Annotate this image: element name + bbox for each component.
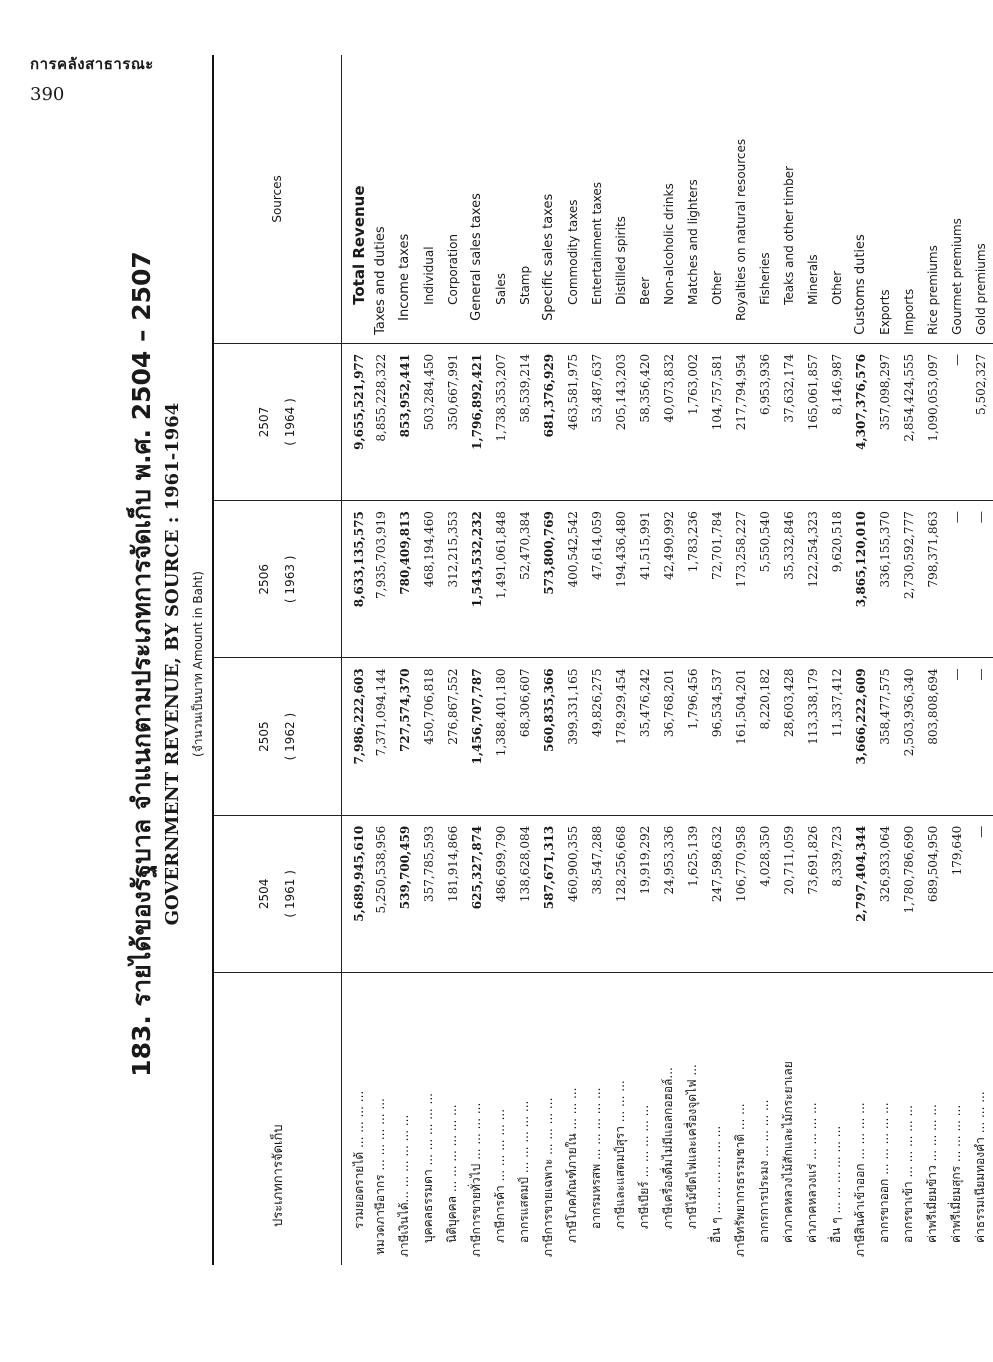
row-label-english: Corporation: [441, 55, 465, 343]
table-row: [489, 55, 513, 1265]
row-label-english: Stamp: [513, 55, 537, 343]
row-label-thai: อากรขาเข้า ... ... ... ... ...: [901, 1105, 915, 1243]
row-label-english: Specific sales taxes: [537, 55, 561, 343]
cell-1964: 165,061,857: [801, 343, 825, 500]
cell-1964: 2,854,424,555: [897, 343, 921, 500]
row-label-thai: ภาษีสินค้าเข้าออก ... ... ... ...: [853, 1102, 867, 1257]
table-row: [585, 55, 609, 1265]
cell-1964: 104,757,581: [705, 343, 729, 500]
cell-1962: 399,331,165: [561, 658, 585, 815]
cell-1961: 73,691,826: [801, 815, 825, 972]
cell-1962: 276,867,552: [441, 658, 465, 815]
cell-1961: 2,797,404,344: [849, 815, 873, 972]
row-label-thai: อากรมหรสพ ... ... ... ... ...: [589, 1087, 603, 1229]
cell-1962: 49,826,275: [585, 658, 609, 815]
column-header-year-2: [213, 658, 341, 815]
cell-1962: 7,986,222,603: [341, 658, 369, 815]
table-row: [513, 55, 537, 1265]
cell-1962: 803,808,694: [921, 658, 945, 815]
row-label-english: Customs duties: [849, 55, 873, 343]
cell-1961: 128,256,668: [609, 815, 633, 972]
row-label-thai: ภาษีและแสตมป์สุรา ... ... ...: [613, 1080, 627, 1229]
cell-1961: 1,780,786,690: [897, 815, 921, 972]
row-label-thai: ค่าพรีเมี่ยมสุกร ... ... ... ...: [949, 1104, 963, 1243]
cell-1962: 727,574,370: [393, 658, 417, 815]
row-label-english: Fisheries: [753, 55, 777, 343]
table-unit-note: (จำนวนเป็นบาท Amount in Baht): [191, 571, 205, 757]
cell-1963: —: [969, 501, 993, 658]
row-label-thai: ภาษีเครื่องดื่มไม่มีแอลกอฮอล์...: [661, 1067, 675, 1229]
cell-1964: 503,284,450: [417, 343, 441, 500]
row-label-thai: ภาษีเบียร์ ... ... ... ... ...: [637, 1104, 651, 1229]
row-label-thai: ภาษีทรัพยากรธรรมชาติ ... ...: [733, 1103, 747, 1257]
table-row: [849, 55, 873, 1265]
table-row: [609, 55, 633, 1265]
cell-1961: —: [969, 815, 993, 972]
table-row: [729, 55, 753, 1265]
row-label-thai: ค่าธรรมเนียมทองคำ ... ... ...: [973, 1091, 987, 1243]
cell-1964: 350,667,991: [441, 343, 465, 500]
table-row: [417, 55, 441, 1265]
table-header-row: [213, 55, 341, 1265]
row-label-thai: ค่าพรีเมี่ยมข้าว ... ... ... ...: [925, 1104, 939, 1243]
table-title-english: GOVERNMENT REVENUE, BY SOURCE : 1961-1964: [162, 402, 183, 926]
row-label-english: Teaks and other timber: [777, 55, 801, 343]
year-ad: ( 1961 ): [283, 870, 298, 918]
column-header-english: Sources: [213, 55, 341, 343]
cell-1964: 357,098,297: [873, 343, 897, 500]
row-label-english: General sales taxes: [465, 55, 489, 343]
cell-1962: 1,388,401,180: [489, 658, 513, 815]
row-label-thai: อื่น ๆ ... ... ... ... ... ...: [709, 1125, 723, 1243]
cell-1963: 194,436,480: [609, 501, 633, 658]
revenue-table: [212, 55, 993, 1265]
table-row: [633, 55, 657, 1265]
cell-1962: 3,666,222,609: [849, 658, 873, 815]
cell-1962: 450,706,818: [417, 658, 441, 815]
cell-1963: 9,620,518: [825, 501, 849, 658]
cell-1962: 358,477,575: [873, 658, 897, 815]
cell-1964: 1,796,892,421: [465, 343, 489, 500]
table-row: [777, 55, 801, 1265]
row-label-thai: รวมยอดรายได้ ... ... ... ...: [351, 1090, 366, 1229]
cell-1963: —: [945, 501, 969, 658]
cell-1964: 37,632,174: [777, 343, 801, 500]
row-label-english: Other: [825, 55, 849, 343]
cell-1961: 4,028,350: [753, 815, 777, 972]
row-label-english: Income taxes: [393, 55, 417, 343]
rotated-table-page: [90, 33, 988, 1295]
table-row: [801, 55, 825, 1265]
row-label-thai: อื่น ๆ ... ... ... ... ... ...: [829, 1125, 843, 1243]
row-label-english: Royalties on natural resources: [729, 55, 753, 343]
cell-1961: 689,504,950: [921, 815, 945, 972]
row-label-english: Other: [705, 55, 729, 343]
cell-1961: 138,628,084: [513, 815, 537, 972]
cell-1963: 1,491,061,848: [489, 501, 513, 658]
year-ad: ( 1962 ): [283, 712, 298, 761]
cell-1963: 72,701,784: [705, 501, 729, 658]
column-header-year-4: [213, 343, 341, 500]
cell-1964: 58,539,214: [513, 343, 537, 500]
table-row: [369, 55, 393, 1265]
row-label-english: Individual: [417, 55, 441, 343]
cell-1962: 113,338,179: [801, 658, 825, 815]
cell-1962: —: [945, 658, 969, 815]
cell-1961: 486,699,790: [489, 815, 513, 972]
cell-1961: 24,953,336: [657, 815, 681, 972]
cell-1964: 463,581,975: [561, 343, 585, 500]
cell-1963: 3,865,120,010: [849, 501, 873, 658]
cell-1962: 36,768,201: [657, 658, 681, 815]
table-row: [897, 55, 921, 1265]
cell-1962: 1,796,456: [681, 658, 705, 815]
cell-1963: 468,194,460: [417, 501, 441, 658]
row-label-thai: นิติบุคคล ... ... ... ... ... ...: [445, 1104, 459, 1243]
cell-1961: 5,250,538,956: [369, 815, 393, 972]
cell-1964: 205,143,203: [609, 343, 633, 500]
column-header-year-3: [213, 501, 341, 658]
table-row: [945, 55, 969, 1265]
row-label-thai: ภาษีโภคภัณฑ์ภายใน ... ... ...: [565, 1087, 579, 1243]
cell-1962: 11,337,412: [825, 658, 849, 815]
cell-1963: 1,783,236: [681, 501, 705, 658]
row-label-english: Rice premiums: [921, 55, 945, 343]
cell-1963: 400,542,542: [561, 501, 585, 658]
row-label-thai: อากรการประมง ... ... ... ...: [757, 1099, 771, 1243]
row-label-thai: อากรแสตมป์ ... ... ... ... ...: [517, 1100, 531, 1243]
cell-1961: 247,598,632: [705, 815, 729, 972]
table-row: [681, 55, 705, 1265]
year-be: 2507: [257, 406, 272, 438]
cell-1962: 2,503,936,340: [897, 658, 921, 815]
cell-1963: 312,215,353: [441, 501, 465, 658]
cell-1964: 853,952,441: [393, 343, 417, 500]
cell-1961: 587,671,313: [537, 815, 561, 972]
cell-1963: 780,409,813: [393, 501, 417, 658]
table-row: [705, 55, 729, 1265]
cell-1961: 1,625,139: [681, 815, 705, 972]
cell-1961: 326,933,064: [873, 815, 897, 972]
cell-1964: 5,502,327: [969, 343, 993, 500]
row-label-thai: หมวดภาษีอากร ... ... ... ... ...: [373, 1098, 387, 1255]
cell-1964: 8,855,228,322: [369, 343, 393, 500]
row-label-thai: อากรขาออก ... ... ... ... ...: [877, 1102, 891, 1243]
cell-1963: 336,155,370: [873, 501, 897, 658]
cell-1962: 8,220,182: [753, 658, 777, 815]
cell-1961: 19,919,292: [633, 815, 657, 972]
cell-1962: 7,371,094,144: [369, 658, 393, 815]
row-label-english: Imports: [897, 55, 921, 343]
row-label-english: Sales: [489, 55, 513, 343]
column-header-thai: ประเภทการจัดเก็บ: [213, 973, 341, 1266]
row-label-english: Non-alcoholic drinks: [657, 55, 681, 343]
table-row: [341, 55, 369, 1265]
cell-1961: 8,339,723: [825, 815, 849, 972]
cell-1961: 106,770,958: [729, 815, 753, 972]
cell-1964: 6,953,936: [753, 343, 777, 500]
cell-1962: 178,929,454: [609, 658, 633, 815]
year-be: 2504: [257, 878, 272, 910]
cell-1964: 217,794,954: [729, 343, 753, 500]
row-label-thai: ค่าภาคหลวงแร่ ... ... ... ...: [805, 1102, 819, 1243]
cell-1963: 2,730,592,777: [897, 501, 921, 658]
cell-1963: 35,332,846: [777, 501, 801, 658]
table-row: [969, 55, 993, 1265]
table-row: [441, 55, 465, 1265]
cell-1961: 5,689,945,610: [341, 815, 369, 972]
table-row: [825, 55, 849, 1265]
row-label-english: Matches and lighters: [681, 55, 705, 343]
row-label-english: Taxes and duties: [369, 55, 393, 343]
cell-1961: 357,785,593: [417, 815, 441, 972]
cell-1961: 625,327,874: [465, 815, 489, 972]
table-row: [753, 55, 777, 1265]
cell-1963: 173,258,227: [729, 501, 753, 658]
cell-1964: 4,307,376,576: [849, 343, 873, 500]
cell-1963: 1,543,532,232: [465, 501, 489, 658]
cell-1963: 122,254,323: [801, 501, 825, 658]
cell-1964: 1,738,353,207: [489, 343, 513, 500]
table-row: [537, 55, 561, 1265]
cell-1962: 1,456,707,787: [465, 658, 489, 815]
row-label-english: Entertainment taxes: [585, 55, 609, 343]
row-label-thai: ภาษีการค้า ... ... ... ... ...: [493, 1108, 507, 1243]
row-label-thai: ภาษีการขายเฉพาะ ... ... ... ...: [541, 1097, 555, 1257]
cell-1964: 8,146,987: [825, 343, 849, 500]
row-label-english: Gold premiums: [969, 55, 993, 343]
year-be: 2506: [257, 564, 272, 595]
page-section-header: การคลังสาธารณะ: [30, 55, 154, 73]
cell-1962: 96,534,537: [705, 658, 729, 815]
cell-1963: 8,633,135,575: [341, 501, 369, 658]
cell-1963: 7,935,703,919: [369, 501, 393, 658]
cell-1964: 40,073,832: [657, 343, 681, 500]
row-label-english: Beer: [633, 55, 657, 343]
cell-1963: 573,800,769: [537, 501, 561, 658]
cell-1962: 35,476,242: [633, 658, 657, 815]
cell-1964: 53,487,637: [585, 343, 609, 500]
year-ad: ( 1964 ): [283, 398, 298, 446]
cell-1963: 52,470,384: [513, 501, 537, 658]
cell-1964: 1,090,053,097: [921, 343, 945, 500]
table-row: [561, 55, 585, 1265]
cell-1961: 20,711,059: [777, 815, 801, 972]
cell-1963: 798,371,863: [921, 501, 945, 658]
cell-1964: —: [945, 343, 969, 500]
cell-1963: 47,614,059: [585, 501, 609, 658]
cell-1964: 9,655,521,977: [341, 343, 369, 500]
table-title-thai: 183. รายได้ของรัฐบาล จำแนกตามประเภทการจัดเก็บ พ.ศ. 2504 – 2507: [127, 251, 156, 1077]
cell-1963: 42,490,992: [657, 501, 681, 658]
table-row: [873, 55, 897, 1265]
table-row: [465, 55, 489, 1265]
cell-1964: 1,763,002: [681, 343, 705, 500]
cell-1961: 38,547,288: [585, 815, 609, 972]
cell-1962: 28,603,428: [777, 658, 801, 815]
cell-1961: 539,700,459: [393, 815, 417, 972]
row-label-english: Total Revenue: [341, 55, 369, 343]
page-number: 390: [30, 84, 65, 105]
row-label-thai: ภาษีการขายทั่วไป ... ... ... ...: [469, 1102, 483, 1257]
row-label-english: Gourmet premiums: [945, 55, 969, 343]
row-label-thai: ค่าภาคหลวงไม้สักและไม้กระยาเลย: [781, 1061, 795, 1243]
cell-1962: 68,306,607: [513, 658, 537, 815]
row-label-english: Exports: [873, 55, 897, 343]
cell-1963: 41,515,991: [633, 501, 657, 658]
column-header-year-1: [213, 815, 341, 972]
row-label-english: Distilled spirits: [609, 55, 633, 343]
row-label-english: Commodity taxes: [561, 55, 585, 343]
cell-1964: 681,376,929: [537, 343, 561, 500]
row-label-english: Minerals: [801, 55, 825, 343]
year-be: 2505: [257, 721, 272, 752]
year-ad: ( 1963 ): [283, 555, 298, 604]
cell-1963: 5,550,540: [753, 501, 777, 658]
row-label-thai: บุคคลธรรมดา ... ... ... ... ...: [421, 1093, 435, 1243]
row-label-thai: ภาษีไม้ขีดไฟและเครื่องจุดไฟ ...: [685, 1064, 699, 1229]
table-row: [921, 55, 945, 1265]
cell-1962: —: [969, 658, 993, 815]
cell-1962: 560,835,366: [537, 658, 561, 815]
cell-1962: 161,504,201: [729, 658, 753, 815]
row-label-thai: ภาษีเงินได้... ... ... ... ... ...: [397, 1114, 411, 1257]
cell-1961: 460,900,355: [561, 815, 585, 972]
cell-1961: 179,640: [945, 815, 969, 972]
cell-1964: 58,356,420: [633, 343, 657, 500]
table-row: [657, 55, 681, 1265]
cell-1961: 181,914,866: [441, 815, 465, 972]
table-row: [393, 55, 417, 1265]
